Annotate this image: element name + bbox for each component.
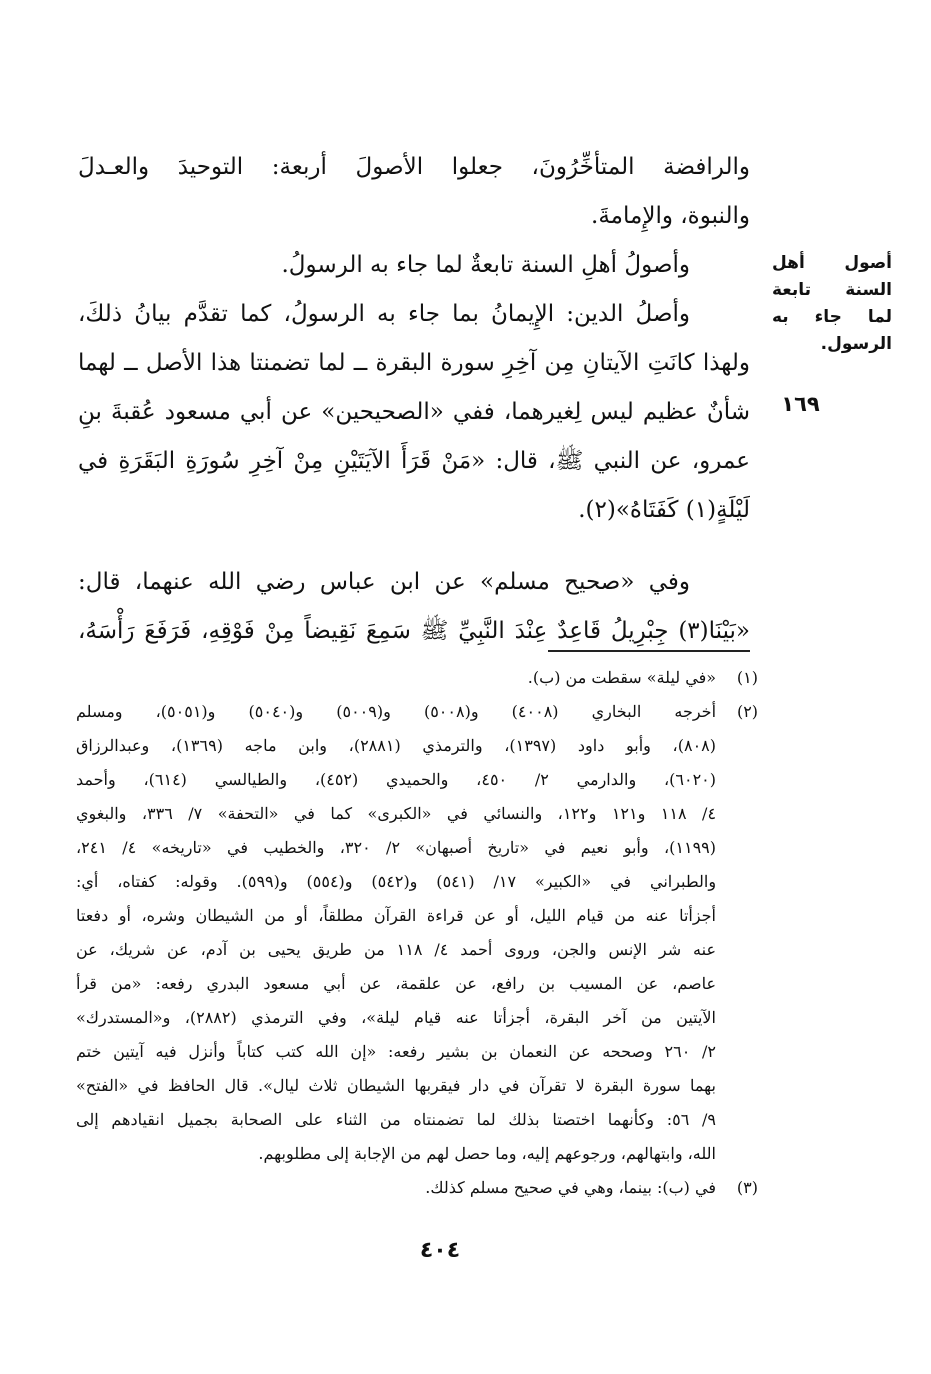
text-line: والرافضة المتأخِّرُونَ، جعلوا الأصولَ أربعة: التوحيدَ والعـدلَ xyxy=(78,154,750,180)
footnote-2-line xyxy=(76,695,758,729)
text-line: والنبوة، والإِمامةَ. xyxy=(591,203,750,229)
text-line: وأصلُ الدين: الإِيمانُ بما جاء به الرسولُ، كما تقدَّم بيانُ ذلكَ، xyxy=(78,301,690,327)
footnote-2-line: الآيتين من آخر البقرة، أجزأتا عنه قيام ليلة»، وفي الترمذي (٢٨٨٢)، و«المستدرك» xyxy=(76,1008,717,1027)
footnote-2-line: أجزأتا عنه من قيام الليل، أو عن قراءة القرآن مطلقاً، أو من الشيطان وشره، أو دفعتا xyxy=(76,906,716,925)
text-line: لَيْلَةٍ(١) كَفَتَاهُ»(٢). xyxy=(578,497,750,523)
text-line: ولهذا كانَتِ الآيتانِ مِن آخِرِ سورة البقرة ــ لما تضمنتا هذا الأصل ــ لهما xyxy=(78,350,750,376)
margin-heading: أصول أهل السنة تابعة لما جاء به الرسول. xyxy=(772,253,892,354)
footnote-2-line: ٤/ ١١٨ و١٢١ و١٢٢، والنسائي في «الكبرى» كما في «التحفة» ٧/ ٣٣٦، والبغوي xyxy=(76,804,717,823)
footnote-2-line: (١١٩٩)، وأبو نعيم في «تاريخ أصبهان» ٢/ ٣٢٠، والخطيب في «تاريخه» ٤/ ٢٤١، xyxy=(76,838,716,857)
footnotes xyxy=(76,661,758,1205)
footnote-1 xyxy=(76,661,758,695)
footnote-text: «في ليلة» سقطت من (ب). xyxy=(527,668,716,687)
footnote-marker: (٣) xyxy=(736,1178,758,1197)
page-number: ٤٠٤ xyxy=(419,1238,461,1263)
footnote-2-line: عاصم، عن المسيب بن رافع، عن علقمة، عن أبي مسعود البدري رفعه: «من قرأ xyxy=(76,974,716,993)
footnote-text: في (ب): بينما، وهي في صحيح مسلم كذلك. xyxy=(425,1178,716,1197)
paragraph-number: ١٦٩ xyxy=(781,392,820,416)
text-line: عمرو، عن النبي ﷺ، قال: «مَنْ قَرَأَ الآيَتَيْنِ مِنْ آخِرِ سُورَةِ البَقَرَةِ في xyxy=(78,448,750,474)
footnote-separator xyxy=(548,650,750,652)
footnote-text: أخرجه البخاري (٤٠٠٨) و(٥٠٠٨) و(٥٠٠٩) و(٥٠٤٠) و(٥٠٥١)، ومسلم xyxy=(76,702,717,721)
text-line: وأصولُ أهلِ السنة تابعةٌ لما جاء به الرسولُ. xyxy=(281,252,690,278)
text-line: شأنٌ عظيم ليس لِغيرهما، ففي «الصحيحين» عن أبي مسعود عُقبةَ بنِ xyxy=(78,399,750,425)
footnote-2-line: بهما سورة البقرة لا تقرآن في دار فيقربها الشيطان ثلاث ليال». قال الحافظ في «الفتح» xyxy=(76,1076,716,1095)
paragraph-gap xyxy=(78,535,750,558)
footnote-2-line: والطبراني في «الكبير» ١٧/ (٥٤١) و(٥٤٢) و(٥٥٤) و(٥٩٩). وقوله: كفتاه، أي: xyxy=(76,872,717,891)
footnote-2-line: (٨٠٨)، وأبو داود (١٣٩٧)، والترمذي (٢٨٨١)، وابن ماجه (١٣٦٩)، وعبدالرزاق xyxy=(76,736,716,755)
footnote-marker: (٢) xyxy=(736,702,758,721)
footnote-3 xyxy=(76,1171,758,1205)
main-text xyxy=(78,143,750,656)
text-line: «بَيْنَا(٣) جِبْرِيلُ قَاعِدٌ عِنْدَ النَّبِيِّ ﷺ سَمِعَ نَقِيضاً مِنْ فَوْقِهِ، فَرَفَعَ رَأْسَهُ، xyxy=(78,618,750,644)
footnote-2-line: ٢/ ٢٦٠ وصححه عن النعمان بن بشير رفعه: «إن الله كتب كتاباً وأنزل فيه آيتين ختم xyxy=(76,1042,716,1061)
footnote-2-line: ٩/ ٥٦: وكأنهما اختصتا بذلك لما تضمنتاه من الثناء على الصحابة بجميل انقيادهم إلى xyxy=(76,1110,716,1129)
text-line: وفي «صحيح مسلم» عن ابن عباس رضي الله عنهما، قال: xyxy=(78,569,690,595)
footnote-2-line: الله، وابتهالهم، ورجوعهم إليه، وما حصل لهم من الإجابة إلى مطلوبهم. xyxy=(258,1144,716,1163)
footnote-marker: (١) xyxy=(736,668,758,687)
footnote-2-line: (٦٠٢٠)، والدارمي ٢/ ٤٥٠، والحميدي (٤٥٢)، والطيالسي (٦١٤)، وأحمد xyxy=(76,770,716,789)
footnote-2-line: عنه شر الإنس والجن، وروى أحمد ٤/ ١١٨ من طريق يحيى بن آدم، عن شريك، عن xyxy=(76,940,717,959)
